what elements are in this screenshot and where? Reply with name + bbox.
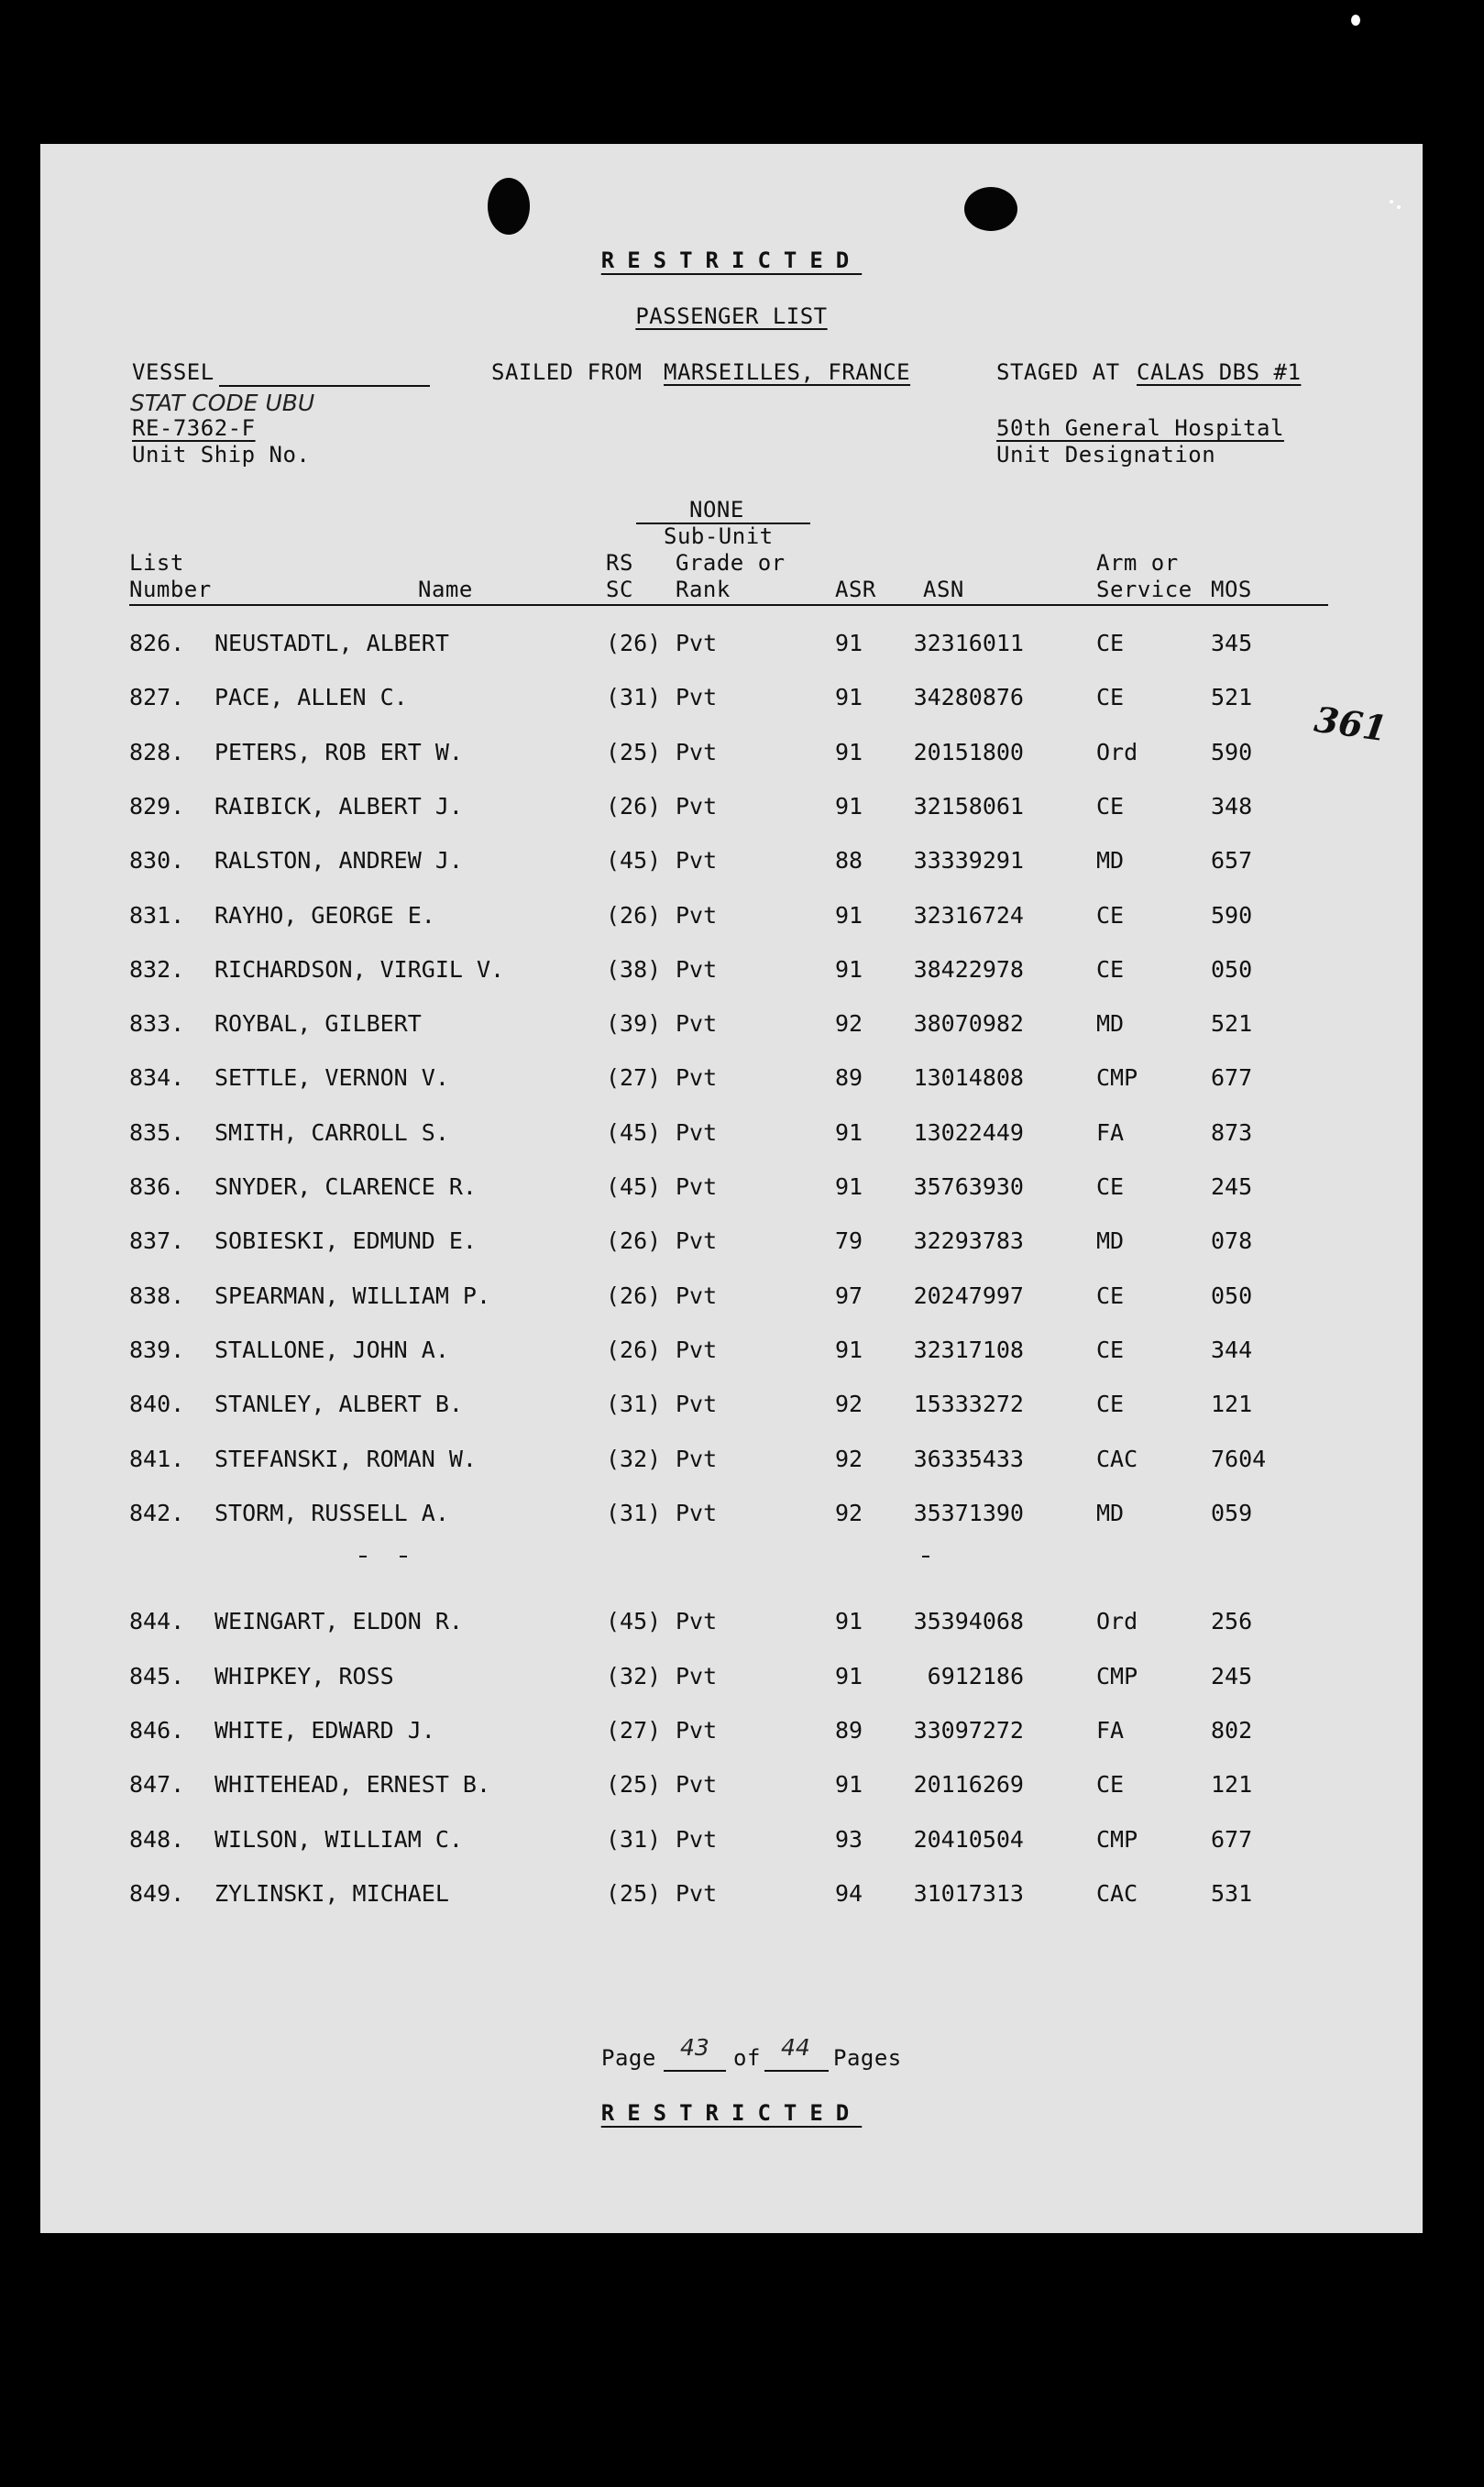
unit-designation-value: 50th General Hospital [996, 415, 1284, 441]
cell-asn: 31017313 [913, 1879, 1024, 1907]
cell-asr: 91 [835, 1336, 863, 1363]
cell-mos: 344 [1211, 1336, 1253, 1363]
cell-asr: 91 [835, 1118, 863, 1146]
cell-asn: 35394068 [913, 1608, 1024, 1635]
cell-num: 826. [129, 630, 185, 656]
col-header-asr: ASR [835, 577, 876, 602]
vessel-label: VESSEL [132, 359, 214, 385]
page-label: Page [601, 2045, 656, 2071]
cell-asr: 92 [835, 1391, 863, 1418]
cell-asr: 93 [835, 1825, 863, 1853]
cell-grade: Pvt [676, 1064, 718, 1092]
page-number-line [664, 2070, 726, 2072]
cell-num: 829. [129, 792, 185, 820]
col-header-rank: Rank [676, 577, 731, 602]
cell-name: STANLEY, ALBERT B. [214, 1391, 463, 1418]
col-header-rs: RS [606, 550, 633, 576]
cell-mos: 121 [1211, 1771, 1253, 1799]
col-header-list: List [129, 550, 184, 576]
cell-mos: 802 [1211, 1717, 1253, 1744]
cell-asn: 32293783 [913, 1227, 1024, 1255]
staged-at-label: STAGED AT [996, 359, 1120, 385]
cell-name: RALSTON, ANDREW J. [214, 847, 463, 875]
cell-asr: 91 [835, 901, 863, 929]
cell-grade: Pvt [676, 1662, 718, 1689]
stray-mark [359, 1556, 367, 1557]
table-row [40, 1771, 1423, 1799]
cell-grade: Pvt [676, 1282, 718, 1309]
cell-name: STALLONE, JOHN A. [214, 1336, 449, 1363]
cell-name: RAIBICK, ALBERT J. [214, 792, 463, 820]
header-underline [129, 604, 1328, 606]
cell-name: RICHARDSON, VIRGIL V. [214, 955, 505, 983]
cell-asn: 20247997 [913, 1282, 1024, 1309]
cell-num: 846. [129, 1717, 185, 1744]
table-row [40, 1119, 1423, 1147]
cell-arm: MD [1096, 1010, 1125, 1038]
cell-rs: (25) [606, 1879, 662, 1907]
cell-rs: (26) [606, 1336, 662, 1363]
cell-arm: FA [1096, 1118, 1125, 1146]
cell-asn: 33339291 [913, 847, 1024, 875]
cell-rs: (26) [606, 630, 662, 656]
cell-name: WEINGART, ELDON R. [214, 1608, 463, 1635]
cell-mos: 677 [1211, 1064, 1253, 1092]
table-row [40, 1446, 1423, 1473]
cell-asn: 32316724 [913, 901, 1024, 929]
table-row [40, 1227, 1423, 1255]
cell-grade: Pvt [676, 955, 718, 983]
cell-num: 832. [129, 955, 185, 983]
col-header-number: Number [129, 577, 212, 602]
cell-num: 833. [129, 1010, 185, 1038]
cell-asr: 94 [835, 1879, 863, 1907]
film-speck [1351, 15, 1360, 26]
cell-asn: 13014808 [913, 1064, 1024, 1092]
cell-asr: 91 [835, 955, 863, 983]
cell-asn: 32158061 [913, 792, 1024, 820]
cell-rs: (27) [606, 1717, 662, 1744]
col-header-mos: MOS [1211, 577, 1252, 602]
sub-unit-value: NONE [689, 497, 744, 523]
cell-grade: Pvt [676, 1499, 718, 1526]
table-row [40, 1663, 1423, 1690]
cell-arm: Ord [1096, 1608, 1138, 1635]
cell-num: 831. [129, 901, 185, 929]
cell-rs: (26) [606, 792, 662, 820]
cell-num: 840. [129, 1391, 185, 1418]
cell-asn: 32317108 [913, 1336, 1024, 1363]
cell-name: SNYDER, CLARENCE R. [214, 1173, 477, 1200]
stray-mark [400, 1556, 407, 1557]
table-row [40, 902, 1423, 930]
cell-mos: 590 [1211, 738, 1253, 765]
table-row [40, 1391, 1423, 1418]
cell-mos: 345 [1211, 630, 1253, 656]
cell-grade: Pvt [676, 1010, 718, 1038]
cell-rs: (31) [606, 684, 662, 711]
cell-asr: 91 [835, 792, 863, 820]
cell-num: 841. [129, 1445, 185, 1472]
cell-grade: Pvt [676, 1879, 718, 1907]
table-row [40, 793, 1423, 820]
cell-rs: (27) [606, 1064, 662, 1092]
cell-name: SOBIESKI, EDMUND E. [214, 1227, 477, 1255]
cell-arm: CAC [1096, 1445, 1138, 1472]
cell-asr: 89 [835, 1717, 863, 1744]
cell-asn: 33097272 [913, 1717, 1024, 1744]
cell-grade: Pvt [676, 738, 718, 765]
cell-asr: 91 [835, 1608, 863, 1635]
cell-num: 837. [129, 1227, 185, 1255]
cell-grade: Pvt [676, 1391, 718, 1418]
stray-mark [922, 1556, 929, 1557]
cell-grade: Pvt [676, 1118, 718, 1146]
cell-mos: 657 [1211, 847, 1253, 875]
cell-mos: 245 [1211, 1662, 1253, 1689]
document-subtitle: PASSENGER LIST [635, 303, 828, 329]
cell-num: 838. [129, 1282, 185, 1309]
cell-name: PACE, ALLEN C. [214, 684, 408, 711]
cell-mos: 677 [1211, 1825, 1253, 1853]
cell-rs: (39) [606, 1010, 662, 1038]
table-row [40, 739, 1423, 766]
cell-asr: 91 [835, 630, 863, 656]
cell-asn: 13022449 [913, 1118, 1024, 1146]
table-row [40, 1010, 1423, 1038]
cell-arm: CE [1096, 1173, 1125, 1200]
cell-name: NEUSTADTL, ALBERT [214, 630, 449, 656]
cell-asr: 91 [835, 1771, 863, 1799]
cell-asn: 38070982 [913, 1010, 1024, 1038]
cell-grade: Pvt [676, 684, 718, 711]
cell-asn: 6912186 [927, 1662, 1024, 1689]
cell-mos: 245 [1211, 1173, 1253, 1200]
cell-rs: (45) [606, 1118, 662, 1146]
cell-arm: CE [1096, 1771, 1125, 1799]
cell-grade: Pvt [676, 1825, 718, 1853]
cell-arm: MD [1096, 1499, 1125, 1526]
cell-arm: Ord [1096, 738, 1138, 765]
cell-num: 847. [129, 1771, 185, 1799]
table-row [40, 1282, 1423, 1310]
cell-grade: Pvt [676, 1173, 718, 1200]
table-row [40, 1608, 1423, 1635]
table-row [40, 1826, 1423, 1854]
cell-num: 845. [129, 1662, 185, 1689]
col-header-grade: Grade or [676, 550, 786, 576]
cell-arm: CE [1096, 1391, 1125, 1418]
cell-rs: (45) [606, 1173, 662, 1200]
of-label: of [733, 2045, 761, 2071]
cell-asr: 88 [835, 847, 863, 875]
cell-num: 835. [129, 1118, 185, 1146]
film-speck [1390, 200, 1393, 204]
cell-arm: CE [1096, 1282, 1125, 1309]
cell-mos: 590 [1211, 901, 1253, 929]
cell-grade: Pvt [676, 792, 718, 820]
cell-mos: 521 [1211, 684, 1253, 711]
cell-name: WHITEHEAD, ERNEST B. [214, 1771, 491, 1799]
table-row [40, 1717, 1423, 1744]
total-pages-handwritten: 44 [781, 2034, 810, 2061]
cell-asr: 92 [835, 1445, 863, 1472]
pages-label: Pages [833, 2045, 902, 2071]
unit-ship-number: RE-7362-F [132, 415, 256, 441]
col-header-sc: SC [606, 577, 633, 602]
cell-asn: 36335433 [913, 1445, 1024, 1472]
cell-grade: Pvt [676, 1608, 718, 1635]
cell-num: 830. [129, 847, 185, 875]
table-row [40, 847, 1423, 875]
cell-rs: (26) [606, 1227, 662, 1255]
cell-num: 842. [129, 1499, 185, 1526]
cell-asn: 20151800 [913, 738, 1024, 765]
cell-mos: 873 [1211, 1118, 1253, 1146]
cell-asr: 91 [835, 684, 863, 711]
cell-name: ZYLINSKI, MICHAEL [214, 1879, 449, 1907]
cell-mos: 050 [1211, 1282, 1253, 1309]
cell-mos: 121 [1211, 1391, 1253, 1418]
col-header-arm-or: Arm or [1096, 550, 1179, 576]
cell-asr: 92 [835, 1010, 863, 1038]
table-row [40, 1064, 1423, 1092]
unit-designation-label: Unit Designation [996, 442, 1216, 468]
cell-asr: 79 [835, 1227, 863, 1255]
cell-mos: 348 [1211, 792, 1253, 820]
cell-asr: 91 [835, 1662, 863, 1689]
cell-grade: Pvt [676, 1771, 718, 1799]
sailed-from-value: MARSEILLES, FRANCE [664, 359, 911, 385]
cell-name: SMITH, CARROLL S. [214, 1118, 449, 1146]
cell-num: 848. [129, 1825, 185, 1853]
cell-asr: 97 [835, 1282, 863, 1309]
cell-arm: FA [1096, 1717, 1125, 1744]
stat-code-handwritten: STAT CODE UBU [130, 390, 315, 416]
punch-hole-right [964, 187, 1017, 231]
cell-name: RAYHO, GEORGE E. [214, 901, 435, 929]
cell-num: 834. [129, 1064, 185, 1092]
cell-num: 849. [129, 1879, 185, 1907]
cell-asn: 34280876 [913, 684, 1024, 711]
table-row [40, 1173, 1423, 1201]
cell-grade: Pvt [676, 1227, 718, 1255]
sub-unit-label: Sub-Unit [664, 523, 774, 549]
cell-rs: (25) [606, 1771, 662, 1799]
cell-mos: 050 [1211, 955, 1253, 983]
cell-grade: Pvt [676, 847, 718, 875]
cell-num: 828. [129, 738, 185, 765]
cell-num: 839. [129, 1336, 185, 1363]
cell-name: SETTLE, VERNON V. [214, 1064, 449, 1092]
cell-name: STEFANSKI, ROMAN W. [214, 1445, 477, 1472]
cell-arm: MD [1096, 1227, 1125, 1255]
cell-name: WILSON, WILLIAM C. [214, 1825, 463, 1853]
cell-asn: 20410504 [913, 1825, 1024, 1853]
cell-rs: (26) [606, 1282, 662, 1309]
sailed-from-label: SAILED FROM [491, 359, 643, 385]
table-row [40, 956, 1423, 984]
cell-name: WHIPKEY, ROSS [214, 1662, 394, 1689]
table-row [40, 684, 1423, 711]
cell-name: WHITE, EDWARD J. [214, 1717, 435, 1744]
cell-grade: Pvt [676, 1445, 718, 1472]
cell-arm: CE [1096, 684, 1125, 711]
cell-asr: 89 [835, 1064, 863, 1092]
cell-mos: 7604 [1211, 1445, 1267, 1472]
cell-rs: (38) [606, 955, 662, 983]
unit-ship-no-label: Unit Ship No. [132, 442, 311, 468]
cell-rs: (31) [606, 1499, 662, 1526]
cell-asn: 20116269 [913, 1771, 1024, 1799]
page-number-handwritten: 43 [680, 2034, 709, 2061]
cell-rs: (31) [606, 1825, 662, 1853]
cell-name: ROYBAL, GILBERT [214, 1010, 422, 1038]
cell-mos: 059 [1211, 1499, 1253, 1526]
cell-name: SPEARMAN, WILLIAM P. [214, 1282, 491, 1309]
col-header-asn: ASN [923, 577, 964, 602]
cell-arm: CMP [1096, 1825, 1138, 1853]
cell-name: PETERS, ROB ERT W. [214, 738, 463, 765]
cell-asr: 91 [835, 1173, 863, 1200]
cell-asn: 15333272 [913, 1391, 1024, 1418]
cell-arm: MD [1096, 847, 1125, 875]
cell-arm: CAC [1096, 1879, 1138, 1907]
cell-arm: CE [1096, 1336, 1125, 1363]
cell-name: STORM, RUSSELL A. [214, 1499, 449, 1526]
cell-asr: 92 [835, 1499, 863, 1526]
total-pages-line [764, 2070, 829, 2072]
cell-arm: CE [1096, 792, 1125, 820]
cell-rs: (45) [606, 847, 662, 875]
cell-arm: CE [1096, 955, 1125, 983]
table-row [40, 1880, 1423, 1908]
cell-asn: 35371390 [913, 1499, 1024, 1526]
cell-arm: CE [1096, 630, 1125, 656]
cell-rs: (26) [606, 901, 662, 929]
cell-rs: (45) [606, 1608, 662, 1635]
side-stamp-number: 361 [1312, 698, 1391, 750]
document-title: RESTRICTED [600, 248, 863, 273]
footer-restricted: RESTRICTED [600, 2100, 863, 2126]
cell-arm: CE [1096, 901, 1125, 929]
cell-mos: 078 [1211, 1227, 1253, 1255]
col-header-name: Name [418, 577, 473, 602]
cell-arm: CMP [1096, 1064, 1138, 1092]
cell-rs: (31) [606, 1391, 662, 1418]
cell-asn: 32316011 [913, 630, 1024, 656]
cell-grade: Pvt [676, 630, 718, 656]
col-header-service: Service [1096, 577, 1193, 602]
document-page [40, 144, 1423, 2233]
table-row [40, 1337, 1423, 1364]
cell-grade: Pvt [676, 1717, 718, 1744]
cell-asr: 91 [835, 738, 863, 765]
table-row [40, 630, 1423, 657]
cell-asn: 38422978 [913, 955, 1024, 983]
film-speck [1397, 205, 1401, 209]
cell-num: 827. [129, 684, 185, 711]
cell-mos: 256 [1211, 1608, 1253, 1635]
staged-at-value: CALAS DBS #1 [1137, 359, 1302, 385]
cell-mos: 531 [1211, 1879, 1253, 1907]
punch-hole-left [488, 178, 530, 235]
cell-num: 844. [129, 1608, 185, 1635]
cell-grade: Pvt [676, 1336, 718, 1363]
table-row [40, 1500, 1423, 1527]
cell-mos: 521 [1211, 1010, 1253, 1038]
cell-rs: (25) [606, 738, 662, 765]
vessel-blank-line [219, 385, 430, 387]
cell-rs: (32) [606, 1445, 662, 1472]
cell-rs: (32) [606, 1662, 662, 1689]
cell-arm: CMP [1096, 1662, 1138, 1689]
cell-num: 836. [129, 1173, 185, 1200]
cell-grade: Pvt [676, 901, 718, 929]
cell-asn: 35763930 [913, 1173, 1024, 1200]
